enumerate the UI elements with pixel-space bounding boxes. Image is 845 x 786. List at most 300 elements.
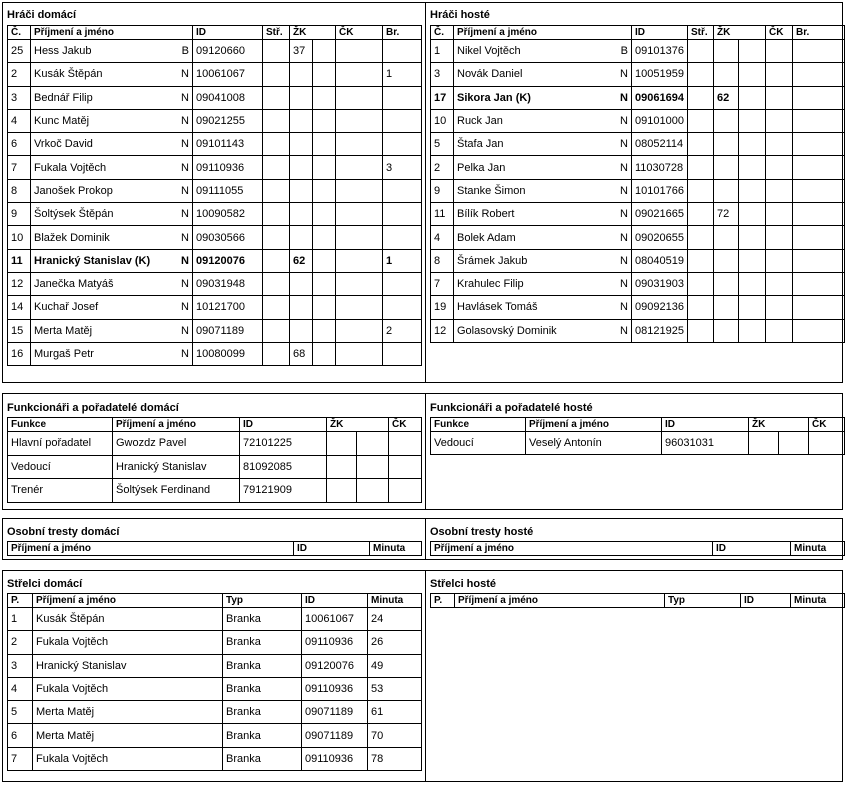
player-number: 5 [431, 133, 454, 156]
player-red-card [766, 63, 793, 86]
player-yellow-card: 68 [290, 342, 313, 365]
player-substitution [263, 156, 290, 179]
player-yellow-card-second [313, 86, 336, 109]
player-number: 14 [8, 296, 31, 319]
player-red-card [766, 156, 793, 179]
player-id: 09092136 [632, 296, 688, 319]
player-number: 9 [8, 203, 31, 226]
player-row [8, 156, 422, 179]
scorer-id: 09071189 [302, 724, 368, 747]
player-name: Bolek Adam [454, 226, 604, 249]
player-status: N [604, 226, 632, 249]
player-substitution [263, 226, 290, 249]
player-yellow-card-second [313, 226, 336, 249]
player-id: 09030566 [193, 226, 263, 249]
scorer-order: 2 [8, 631, 33, 654]
player-id: 09101143 [193, 133, 263, 156]
player-goals [793, 203, 845, 226]
player-id: 10051959 [632, 63, 688, 86]
official-yellow-card-second [357, 432, 389, 456]
player-number: 12 [8, 272, 31, 295]
player-substitution [688, 63, 714, 86]
scorer-order: 6 [8, 724, 33, 747]
player-id: 11030728 [632, 156, 688, 179]
player-goals [793, 63, 845, 86]
player-number: 3 [431, 63, 454, 86]
players-away-body [431, 40, 845, 343]
scorer-row [8, 677, 422, 700]
player-yellow-card [290, 203, 313, 226]
player-row [8, 342, 422, 365]
players-away-header-row [431, 26, 845, 40]
player-status: N [161, 272, 193, 295]
player-id: 09120660 [193, 40, 263, 63]
player-status: N [161, 63, 193, 86]
penalties-home-header-row [8, 542, 422, 556]
player-number: 12 [431, 319, 454, 342]
player-substitution [263, 86, 290, 109]
scorer-id: 09110936 [302, 677, 368, 700]
player-name: Bílík Robert [454, 203, 604, 226]
player-number: 19 [431, 296, 454, 319]
header-yellow-card: ŽK [714, 26, 766, 40]
player-id: 09041008 [193, 86, 263, 109]
player-name: Šrámek Jakub [454, 249, 604, 272]
player-red-card [766, 203, 793, 226]
player-row [431, 272, 845, 295]
player-status: N [604, 179, 632, 202]
header-red-card: ČK [809, 418, 845, 432]
players-section [2, 2, 843, 383]
player-status: N [161, 86, 193, 109]
player-goals [793, 179, 845, 202]
player-id: 09031948 [193, 272, 263, 295]
player-substitution [688, 226, 714, 249]
player-number: 25 [8, 40, 31, 63]
player-status: B [604, 40, 632, 63]
official-id: 96031031 [662, 432, 749, 455]
player-substitution [688, 133, 714, 156]
player-yellow-card: 72 [714, 203, 739, 226]
player-yellow-card [290, 63, 313, 86]
player-name: Golasovský Dominik [454, 319, 604, 342]
player-substitution [263, 249, 290, 272]
player-number: 15 [8, 319, 31, 342]
player-name: Hess Jakub [31, 40, 161, 63]
header-goals: Br. [793, 26, 845, 40]
scorers-home-title: Střelci domácí [7, 578, 83, 590]
header-role: Funkce [8, 418, 113, 432]
scorer-id: 10061067 [302, 608, 368, 631]
scorer-row [8, 631, 422, 654]
scorer-type: Branka [223, 747, 302, 770]
player-goals [383, 296, 422, 319]
player-red-card [336, 109, 383, 132]
player-yellow-card [290, 226, 313, 249]
player-yellow-card-second [739, 296, 766, 319]
player-goals [793, 86, 845, 109]
player-substitution [688, 319, 714, 342]
player-yellow-card [714, 40, 739, 63]
player-substitution [263, 40, 290, 63]
scorer-name: Merta Matěj [33, 701, 223, 724]
player-status: N [161, 109, 193, 132]
header-name: Příjmení a jméno [431, 542, 713, 556]
player-goals [383, 86, 422, 109]
official-red-card [389, 455, 422, 479]
player-row [431, 296, 845, 319]
officials-home-table [7, 417, 422, 503]
penalties-away-table [430, 541, 845, 556]
scorer-minute: 53 [368, 677, 422, 700]
player-row [431, 156, 845, 179]
player-id: 10061067 [193, 63, 263, 86]
header-order: P. [431, 594, 455, 608]
player-number: 2 [8, 63, 31, 86]
player-status: N [161, 156, 193, 179]
scorer-row [8, 701, 422, 724]
scorer-minute: 61 [368, 701, 422, 724]
player-row [8, 86, 422, 109]
header-id: ID [632, 26, 688, 40]
header-type: Typ [665, 594, 741, 608]
header-substitution: Stř. [263, 26, 290, 40]
player-number: 7 [431, 272, 454, 295]
player-yellow-card [714, 319, 739, 342]
player-substitution [688, 249, 714, 272]
official-yellow-card [327, 455, 357, 479]
player-number: 1 [431, 40, 454, 63]
player-row [8, 319, 422, 342]
penalties-away-header-row [431, 542, 845, 556]
player-number: 3 [8, 86, 31, 109]
officials-away-header-row [431, 418, 845, 432]
officials-away-title: Funkcionáři a pořadatelé hosté [430, 402, 593, 414]
official-id: 81092085 [240, 455, 327, 479]
scorer-id: 09071189 [302, 701, 368, 724]
player-name: Nikel Vojtěch [454, 40, 604, 63]
header-minute: Minuta [791, 542, 845, 556]
player-name: Merta Matěj [31, 319, 161, 342]
header-goals: Br. [383, 26, 422, 40]
penalties-away-panel [425, 519, 842, 559]
scorers-away-table [430, 593, 845, 608]
player-substitution [263, 133, 290, 156]
player-number: 8 [431, 249, 454, 272]
scorer-order: 1 [8, 608, 33, 631]
player-yellow-card [290, 156, 313, 179]
player-name: Kunc Matěj [31, 109, 161, 132]
player-name: Havlásek Tomáš [454, 296, 604, 319]
official-row [431, 432, 845, 455]
player-status: N [604, 156, 632, 179]
player-id: 09111055 [193, 179, 263, 202]
scorer-type: Branka [223, 631, 302, 654]
official-red-card [389, 432, 422, 456]
player-status: N [604, 133, 632, 156]
players-home-header-row [8, 26, 422, 40]
header-substitution: Stř. [688, 26, 714, 40]
player-goals [793, 133, 845, 156]
player-red-card [336, 156, 383, 179]
player-yellow-card [714, 109, 739, 132]
player-red-card [766, 272, 793, 295]
player-status: B [161, 40, 193, 63]
player-name: Štafa Jan [454, 133, 604, 156]
player-row [431, 86, 845, 109]
player-red-card [336, 319, 383, 342]
scorer-id: 09110936 [302, 747, 368, 770]
scorer-minute: 49 [368, 654, 422, 677]
penalties-away-title: Osobní tresty hosté [430, 526, 534, 538]
player-name: Šoltýsek Štěpán [31, 203, 161, 226]
header-yellow-card: ŽK [749, 418, 809, 432]
player-row [431, 319, 845, 342]
header-id: ID [302, 594, 368, 608]
player-yellow-card-second [313, 296, 336, 319]
player-substitution [688, 179, 714, 202]
officials-home-body [8, 432, 422, 503]
player-id: 10090582 [193, 203, 263, 226]
official-yellow-card-second [779, 432, 809, 455]
player-number: 6 [8, 133, 31, 156]
player-yellow-card-second [739, 226, 766, 249]
players-home-title: Hráči domácí [7, 9, 77, 21]
player-red-card [336, 226, 383, 249]
header-name: Příjmení a jméno [526, 418, 662, 432]
player-status: N [604, 249, 632, 272]
player-name: Blažek Dominik [31, 226, 161, 249]
player-yellow-card-second [739, 249, 766, 272]
header-red-card: ČK [766, 26, 793, 40]
player-yellow-card [290, 109, 313, 132]
player-name: Novák Daniel [454, 63, 604, 86]
officials-away-panel [425, 394, 842, 509]
player-yellow-card-second [313, 109, 336, 132]
official-role: Vedoucí [8, 455, 113, 479]
player-yellow-card [714, 156, 739, 179]
header-order: P. [8, 594, 33, 608]
scorer-row [8, 654, 422, 677]
player-red-card [336, 86, 383, 109]
player-goals [383, 40, 422, 63]
player-status: N [604, 319, 632, 342]
header-id: ID [193, 26, 263, 40]
player-row [431, 109, 845, 132]
player-yellow-card [290, 86, 313, 109]
header-role: Funkce [431, 418, 526, 432]
player-row [431, 226, 845, 249]
player-substitution [263, 296, 290, 319]
player-id: 09071189 [193, 319, 263, 342]
player-yellow-card: 62 [714, 86, 739, 109]
player-substitution [263, 203, 290, 226]
official-role: Vedoucí [431, 432, 526, 455]
player-status: N [604, 272, 632, 295]
player-id: 08040519 [632, 249, 688, 272]
player-id: 09021665 [632, 203, 688, 226]
official-id: 79121909 [240, 479, 327, 503]
player-substitution [263, 63, 290, 86]
header-id: ID [240, 418, 327, 432]
scorer-type: Branka [223, 654, 302, 677]
player-status: N [604, 296, 632, 319]
player-row [8, 40, 422, 63]
header-name: Příjmení a jméno [8, 542, 294, 556]
player-yellow-card-second [739, 86, 766, 109]
player-yellow-card-second [313, 342, 336, 365]
official-yellow-card-second [357, 479, 389, 503]
player-name: Vrkoč David [31, 133, 161, 156]
header-yellow-card: ŽK [327, 418, 389, 432]
player-yellow-card-second [739, 63, 766, 86]
player-goals: 1 [383, 249, 422, 272]
player-row [8, 296, 422, 319]
player-goals [383, 342, 422, 365]
player-yellow-card [714, 249, 739, 272]
player-goals [793, 272, 845, 295]
official-name: Hranický Stanislav [113, 455, 240, 479]
player-status: N [161, 203, 193, 226]
player-id: 09101000 [632, 109, 688, 132]
player-status: N [161, 342, 193, 365]
player-status: N [161, 249, 193, 272]
player-goals [793, 109, 845, 132]
scorer-minute: 24 [368, 608, 422, 631]
player-id: 10080099 [193, 342, 263, 365]
scorer-minute: 26 [368, 631, 422, 654]
player-goals [383, 109, 422, 132]
player-yellow-card-second [739, 179, 766, 202]
player-red-card [766, 40, 793, 63]
scorer-name: Fukala Vojtěch [33, 631, 223, 654]
player-red-card [766, 86, 793, 109]
player-row [8, 109, 422, 132]
official-row [8, 479, 422, 503]
player-yellow-card-second [313, 249, 336, 272]
player-red-card [766, 249, 793, 272]
scorer-order: 5 [8, 701, 33, 724]
player-yellow-card-second [313, 319, 336, 342]
official-role: Trenér [8, 479, 113, 503]
scorer-type: Branka [223, 677, 302, 700]
player-substitution [688, 86, 714, 109]
header-name: Příjmení a jméno [454, 26, 632, 40]
players-home-panel [3, 3, 423, 382]
penalties-home-table [7, 541, 422, 556]
official-name: Veselý Antonín [526, 432, 662, 455]
player-yellow-card-second [313, 63, 336, 86]
scorers-away-header-row [431, 594, 845, 608]
scorers-away-title: Střelci hosté [430, 578, 497, 590]
official-row [8, 455, 422, 479]
player-substitution [688, 203, 714, 226]
players-home-body [8, 40, 422, 366]
player-yellow-card: 62 [290, 249, 313, 272]
player-name: Janečka Matyáš [31, 272, 161, 295]
player-id: 09101376 [632, 40, 688, 63]
player-goals [793, 296, 845, 319]
player-yellow-card [714, 133, 739, 156]
player-row [431, 203, 845, 226]
player-id: 09110936 [193, 156, 263, 179]
official-yellow-card [749, 432, 779, 455]
players-home-table [7, 25, 422, 366]
scorer-type: Branka [223, 608, 302, 631]
scorers-home-body [8, 608, 422, 771]
official-name: Šoltýsek Ferdinand [113, 479, 240, 503]
officials-away-table [430, 417, 845, 455]
player-status: N [161, 226, 193, 249]
player-yellow-card [290, 133, 313, 156]
scorer-order: 3 [8, 654, 33, 677]
header-minute: Minuta [370, 542, 422, 556]
players-away-panel [425, 3, 842, 382]
official-role: Hlavní pořadatel [8, 432, 113, 456]
player-yellow-card-second [739, 203, 766, 226]
player-yellow-card-second [739, 156, 766, 179]
player-yellow-card-second [313, 203, 336, 226]
header-id: ID [741, 594, 791, 608]
player-red-card [336, 296, 383, 319]
player-id: 09020655 [632, 226, 688, 249]
player-red-card [766, 296, 793, 319]
player-id: 08121925 [632, 319, 688, 342]
player-red-card [336, 133, 383, 156]
player-name: Sikora Jan (K) [454, 86, 604, 109]
player-name: Pelka Jan [454, 156, 604, 179]
player-number: 9 [431, 179, 454, 202]
scorer-minute: 70 [368, 724, 422, 747]
scorer-order: 4 [8, 677, 33, 700]
penalties-home-title: Osobní tresty domácí [7, 526, 120, 538]
player-goals: 2 [383, 319, 422, 342]
header-number: Č. [8, 26, 31, 40]
player-status: N [604, 203, 632, 226]
player-status: N [604, 63, 632, 86]
scorer-name: Fukala Vojtěch [33, 677, 223, 700]
player-yellow-card-second [313, 272, 336, 295]
scorer-type: Branka [223, 701, 302, 724]
player-goals [383, 179, 422, 202]
header-id: ID [294, 542, 370, 556]
player-number: 4 [431, 226, 454, 249]
player-red-card [766, 109, 793, 132]
scorer-order: 7 [8, 747, 33, 770]
player-red-card [336, 179, 383, 202]
header-type: Typ [223, 594, 302, 608]
player-status: N [161, 133, 193, 156]
player-number: 17 [431, 86, 454, 109]
scorer-name: Merta Matěj [33, 724, 223, 747]
player-id: 09120076 [193, 249, 263, 272]
player-yellow-card [290, 272, 313, 295]
player-yellow-card [714, 63, 739, 86]
officials-home-header-row [8, 418, 422, 432]
player-yellow-card-second [313, 133, 336, 156]
header-minute: Minuta [368, 594, 422, 608]
player-row [8, 226, 422, 249]
scorers-home-table [7, 593, 422, 771]
player-yellow-card [714, 296, 739, 319]
player-id: 10101766 [632, 179, 688, 202]
player-substitution [263, 179, 290, 202]
player-number: 10 [8, 226, 31, 249]
player-id: 10121700 [193, 296, 263, 319]
scorers-home-panel [3, 571, 423, 781]
officials-home-title: Funkcionáři a pořadatelé domácí [7, 402, 179, 414]
scorer-name: Fukala Vojtěch [33, 747, 223, 770]
